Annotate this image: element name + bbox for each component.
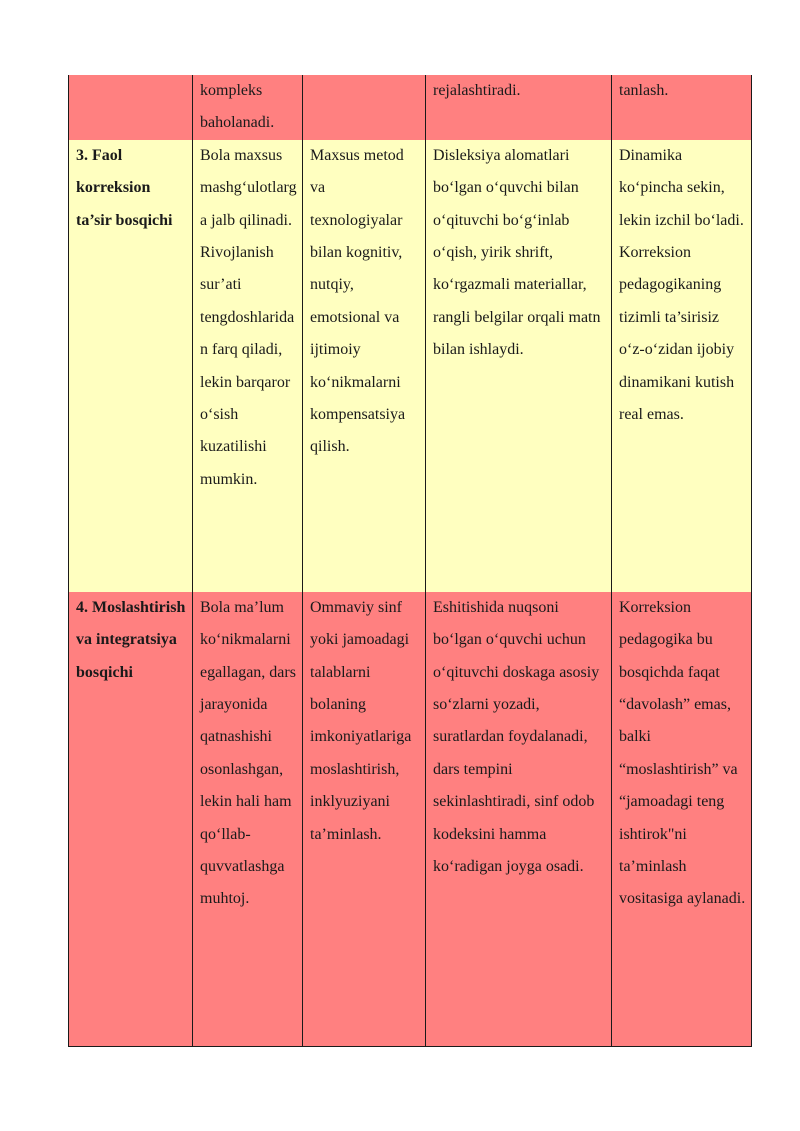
stage-cell: 4. Moslashtirish va integratsiya bosqichi bbox=[69, 592, 193, 1047]
note-cell: tanlash. bbox=[612, 75, 752, 140]
example-cell: Eshitishida nuqsoni bo‘lgan o‘quvchi uchun o‘qituvchi doskaga asosiy so‘zlarni yozadi, suratlardan foydalanadi, dars tempini sekinlashtiradi, sinf odob kodeksini hamma ko‘radigan joyga osadi. bbox=[426, 592, 612, 1047]
child-state-cell: Bola maxsus mashg‘ulotlarga jalb qilinadi. Rivojlanish sur’ati tengdoshlaridan farq qiladi, lekin barqaror o‘sish kuzatilishi mumkin. bbox=[193, 140, 303, 592]
goal-cell bbox=[303, 75, 426, 140]
example-cell: Disleksiya alomatlari bo‘lgan o‘quvchi bilan o‘qituvchi bo‘g‘inlab o‘qish, yirik shrift, ko‘rgazmali materiallar, rangli belgilar orqali matn bilan ishlaydi. bbox=[426, 140, 612, 592]
child-state-cell: kompleks baholanadi. bbox=[193, 75, 303, 140]
table-row bbox=[69, 592, 752, 1047]
table-row bbox=[69, 75, 752, 140]
stage-cell bbox=[69, 75, 193, 140]
goal-cell: Maxsus metod va texnologiyalar bilan kognitiv, nutqiy, emotsional va ijtimoiy ko‘nikmalarni kompensatsiya qilish. bbox=[303, 140, 426, 592]
child-state-cell: Bola ma’lum ko‘nikmalarni egallagan, dars jarayonida qatnashishi osonlashgan, lekin hali ham qo‘llab-quvvatlashga muhtoj. bbox=[193, 592, 303, 1047]
example-cell: rejalashtiradi. bbox=[426, 75, 612, 140]
table-row bbox=[69, 140, 752, 592]
goal-cell: Ommaviy sinf yoki jamoadagi talablarni bolaning imkoniyatlariga moslashtirish, inklyuziyani ta’minlash. bbox=[303, 592, 426, 1047]
stage-cell: 3. Faol korreksion ta’sir bosqichi bbox=[69, 140, 193, 592]
correction-stages-table bbox=[68, 75, 752, 1047]
note-cell: Korreksion pedagogika bu bosqichda faqat “davolash” emas, balki “moslashtirish” va “jamoadagi teng ishtirok"ni ta’minlash vositasiga aylanadi. bbox=[612, 592, 752, 1047]
note-cell: Dinamika ko‘pincha sekin, lekin izchil bo‘ladi. Korreksion pedagogikaning tizimli ta’sirisiz o‘z-o‘zidan ijobiy dinamikani kutish real emas. bbox=[612, 140, 752, 592]
